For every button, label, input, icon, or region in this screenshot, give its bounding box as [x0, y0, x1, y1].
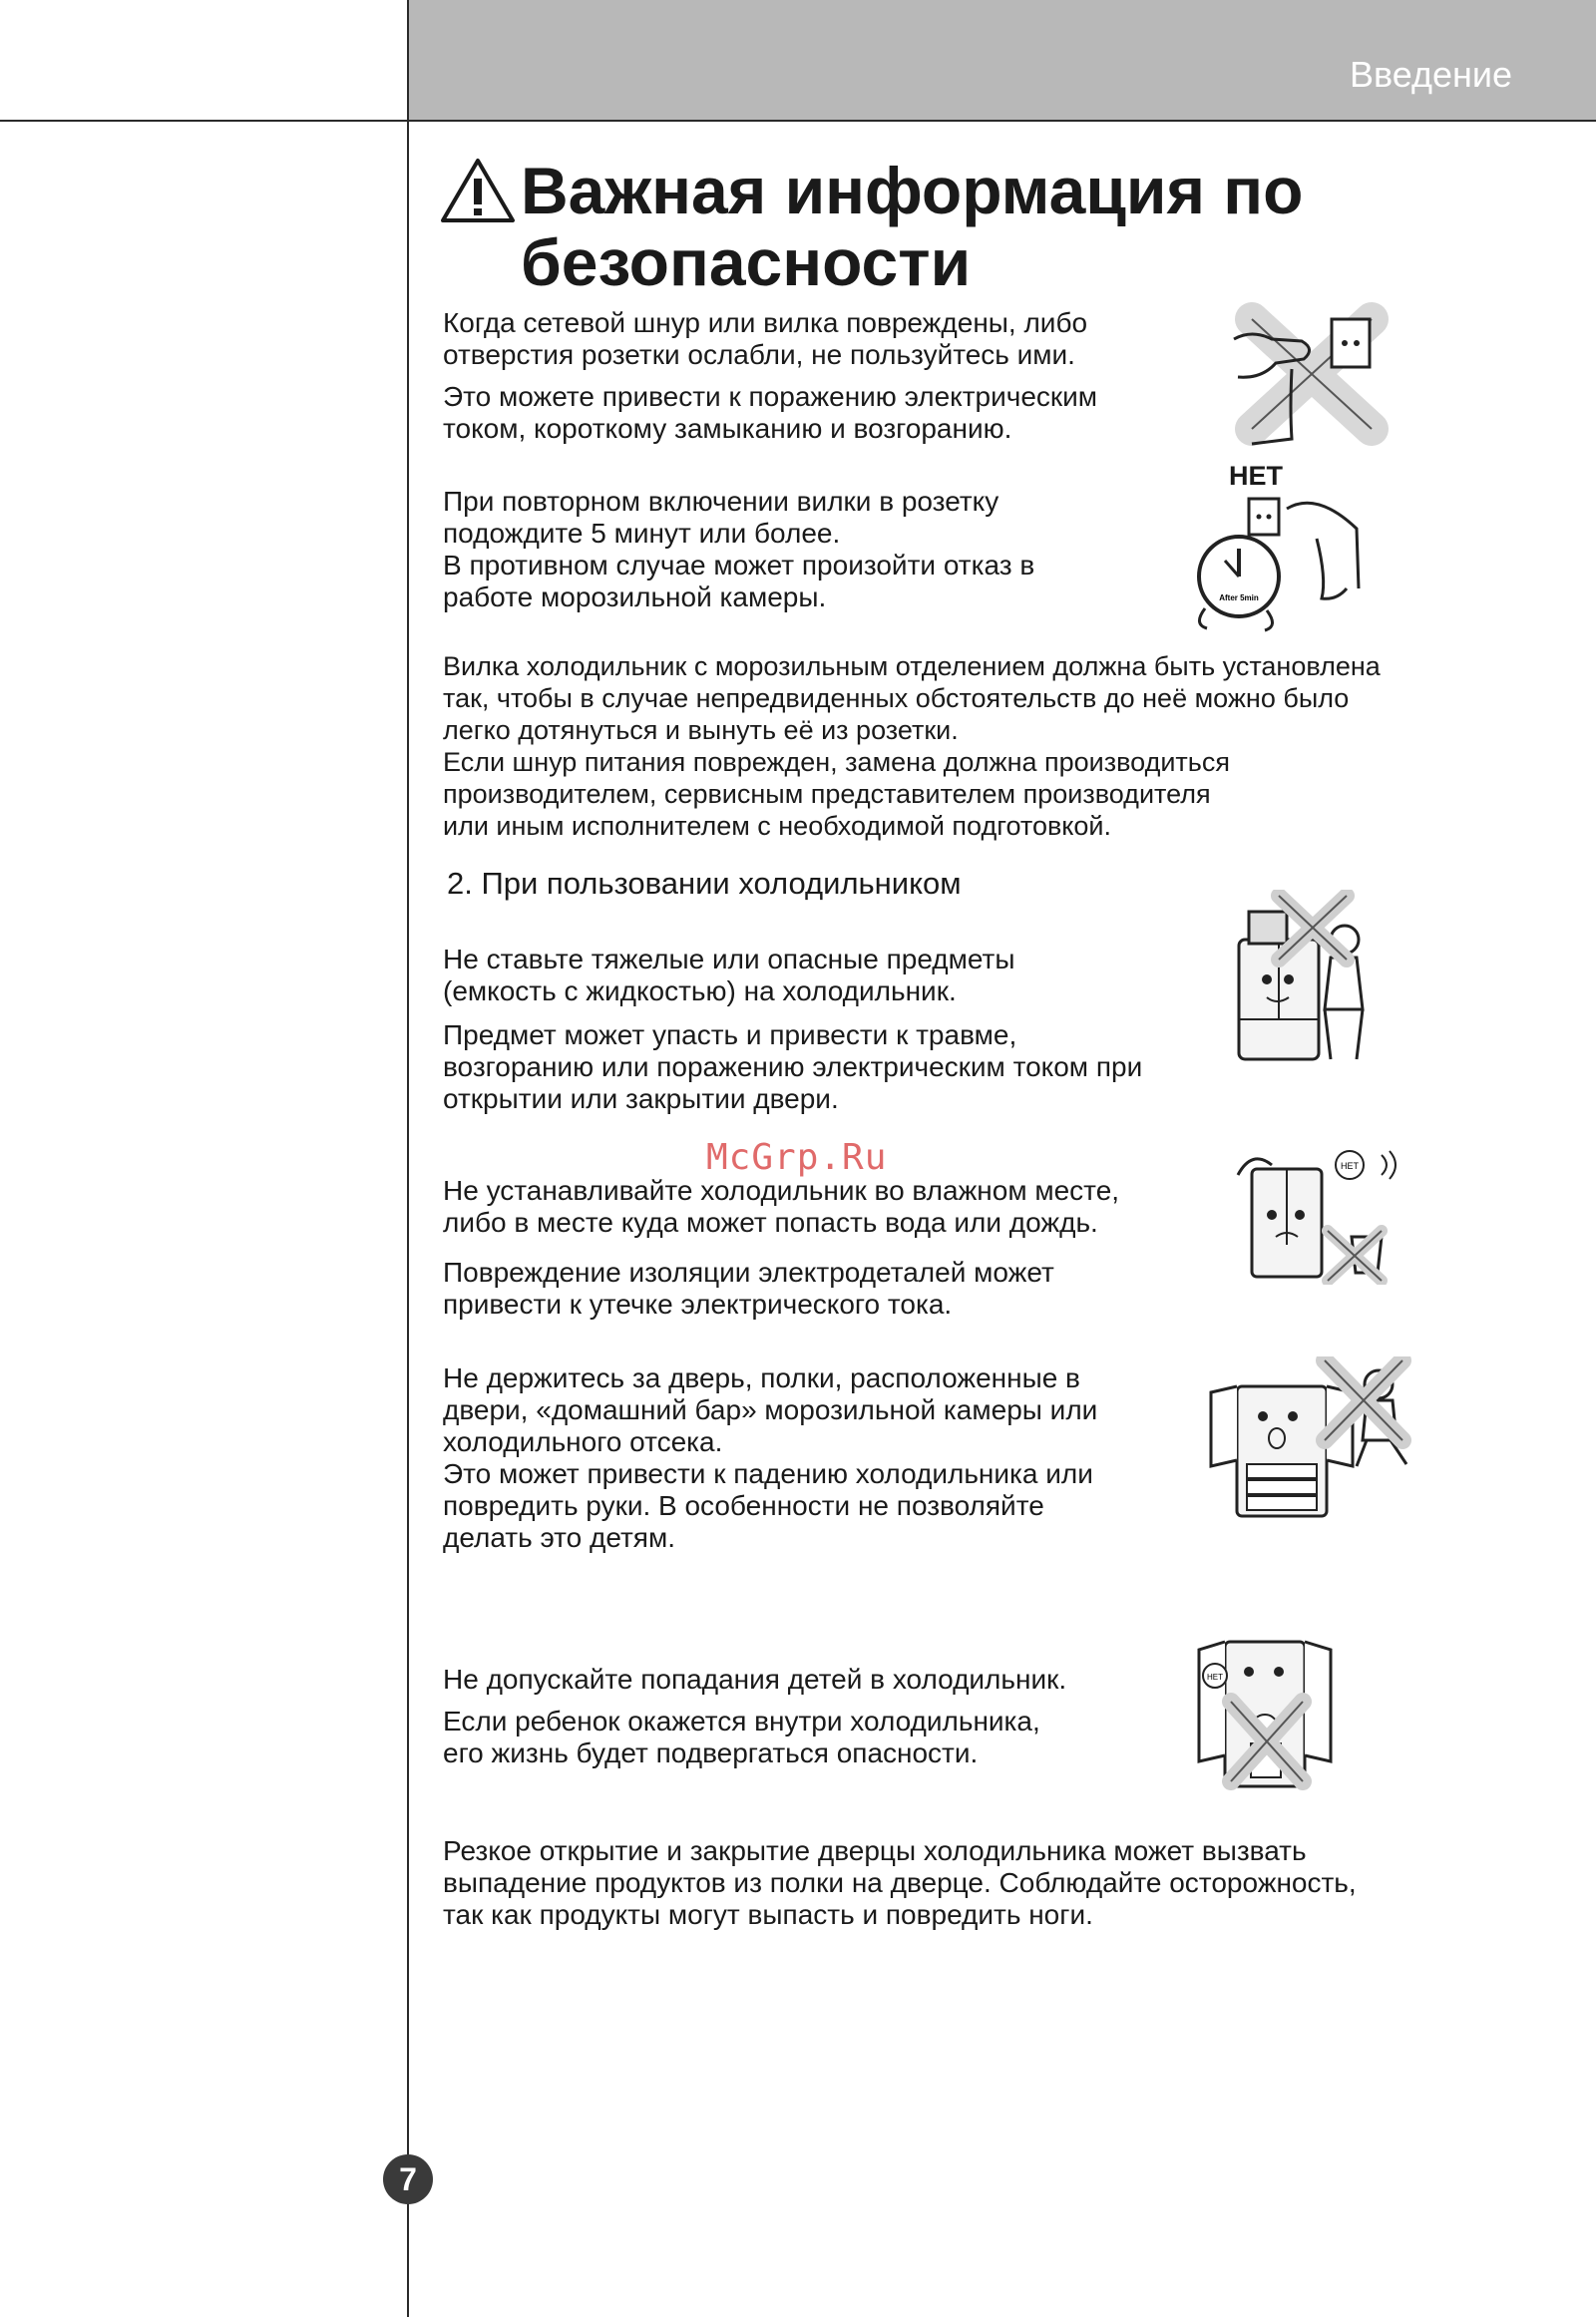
heavy-objects-illustration — [1227, 890, 1377, 1069]
no-sign-label: НЕТ — [1229, 461, 1283, 491]
page-number-badge: 7 — [383, 2154, 433, 2204]
door-hanging-illustration — [1207, 1356, 1421, 1526]
paragraph-child-danger: Если ребенок окажется внутри холодильника, его жизнь будет подвергаться опасности. — [443, 1706, 1040, 1768]
page-title: Важная информация по безопасности — [521, 154, 1304, 299]
sign-no-label: НЕТ — [1341, 1161, 1359, 1171]
header-bar — [409, 0, 1596, 122]
svg-text:After 5min: After 5min — [1219, 593, 1259, 602]
paragraph-door-hanging: Не держитесь за дверь, полки, расположенные в двери, «домашний бар» морозильной камеры или холодильного отсека. Это может привести к падению холодильника или повредить руки. В особенности не позволяйте делать это детям. — [443, 1362, 1098, 1553]
margin-vertical-rule — [407, 0, 409, 2317]
humid-place-illustration — [1232, 1145, 1406, 1285]
warning-triangle-icon — [439, 157, 517, 224]
paragraph-humid-place: Не устанавливайте холодильник во влажном месте, либо в месте куда может попасть вода или дождь. — [443, 1175, 1120, 1238]
margin-horizontal-rule — [0, 120, 409, 122]
paragraph-fall-injury: Предмет может упасть и привести к травме, возгоранию или поражению электрическим током при открытии или закрытии двери. — [443, 1019, 1143, 1114]
child-inside-illustration — [1185, 1632, 1350, 1791]
paragraph-plug-access: Вилка холодильник с морозильным отделением должна быть установлена так, чтобы в случае непредвиденных обстоятельств до неё можно было легко дотянуться и вынуть её из розетки. Если шнур питания поврежден, замена должна производиться производителем, сервисным представителем производителя или иным исполнителем с необходимой подготовкой. — [443, 651, 1381, 841]
paragraph-door-opening: Резкое открытие и закрытие дверцы холодильника может вызвать выпадение продуктов из полки на дверце. Соблюдайте осторожность, так как продукты могут выпасть и повредить ноги. — [443, 1835, 1357, 1930]
paragraph-heavy-objects: Не ставьте тяжелые или опасные предметы (емкость с жидкостью) на холодильник. — [443, 944, 1015, 1006]
section-label: Введение — [1349, 54, 1512, 95]
paragraph-children: Не допускайте попадания детей в холодильник. — [443, 1664, 1067, 1695]
subsection-heading: 2. При пользовании холодильником — [447, 866, 962, 901]
watermark: McGrp.Ru — [706, 1137, 888, 1178]
paragraph-insulation-damage: Повреждение изоляции электродеталей может привести к утечке электрического тока. — [443, 1257, 1054, 1320]
paragraph-shock-risk: Это можете привести к поражению электрическим током, короткому замыканию и возгоранию. — [443, 381, 1098, 444]
paragraph-cord-damaged: Когда сетевой шнур или вилка повреждены, либо отверстия розетки ослабли, не пользуйтесь ими. — [443, 307, 1088, 370]
wait-clock-illustration — [1187, 489, 1367, 638]
sign-no-label-2: НЕТ — [1207, 1673, 1223, 1682]
damaged-plug-illustration — [1232, 299, 1392, 449]
paragraph-wait-5-minutes: При повторном включении вилки в розетку подождите 5 минут или более. В противном случае может произойти отказ в работе морозильной камеры. — [443, 486, 1035, 612]
